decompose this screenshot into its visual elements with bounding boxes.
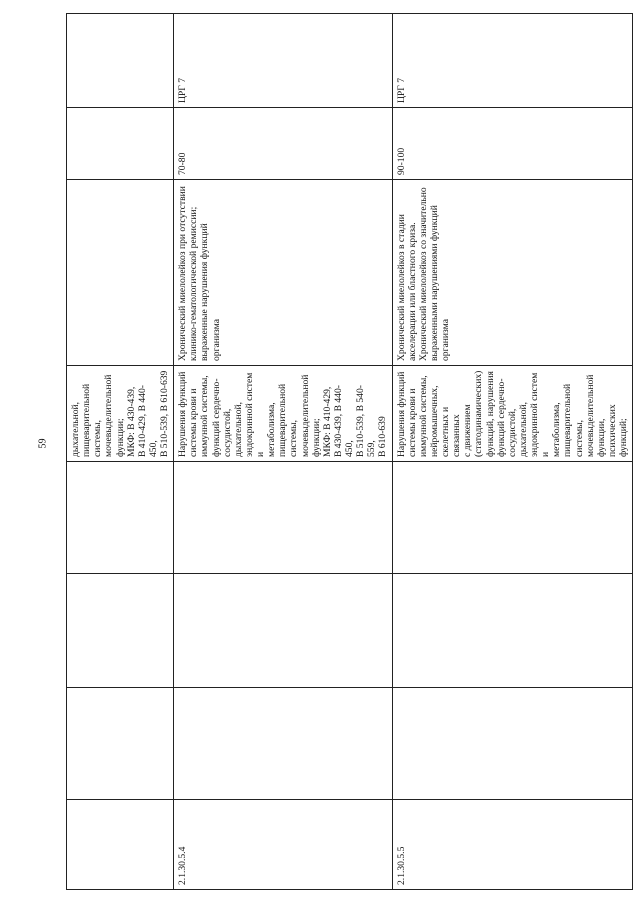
table-row [392,14,633,890]
cell-category: ЦРГ 7 [174,14,392,108]
cell-violations: Нарушения функций системы крови и иммунной системы, нейромышечных, скелетных и связанных с движением (статодинамических) функций, нарушения функций сердечно- сосудистой, дыхательной, эндокринной систем и метаболизма, пищеварительной системы, мочевыделительной функции, психических функций; [392,366,633,462]
cell-percent: 70-80 [174,108,392,180]
disability-criteria-table [66,13,633,890]
cell-code [67,800,174,890]
cell-empty [174,574,392,688]
cell-empty [67,688,174,800]
cell-empty [67,462,174,574]
cell-percent: 90-100 [392,108,633,180]
cell-empty [392,462,633,574]
cell-empty [67,574,174,688]
cell-code: 2.1.30.5.4 [174,800,392,890]
cell-violations: дыхательной, пищеварительной системы, мочевыделительной функции; МКФ: В 430-439, В 410-429, В 440-450, В 510-539, В 610-639 [67,366,174,462]
cell-empty [174,688,392,800]
table-row [174,14,392,890]
page-number: 59 [37,438,49,449]
cell-code: 2.1.30.5.5 [392,800,633,890]
cell-description: Хронический миелолейкоз в стадии акселерации или бластного криза. Хронический миелолейкоз со значительно выраженными нарушениями функций организма [392,180,633,366]
cell-category [67,14,174,108]
cell-empty [392,574,633,688]
cell-description: Хронический миелолейкоз при отсутствии клинико-гематологической ремиссии; выраженные нарушения функций организма [174,180,392,366]
table-row-continuation [67,14,174,890]
table-frame [66,14,629,890]
cell-description [67,180,174,366]
cell-empty [174,462,392,574]
cell-empty [392,688,633,800]
cell-category: ЦРГ 7 [392,14,633,108]
rotated-table-container [66,14,629,890]
cell-violations: Нарушения функций системы крови и иммунной системы, функций сердечно- сосудистой, дыхательной, эндокринной систем и метаболизма, пищеварительной системы, мочевыделительной функции; МКФ: В 410-429, В 430-439, В 440-450, В 510-539, В 540-559, В 610-639 [174,366,392,462]
cell-percent [67,108,174,180]
